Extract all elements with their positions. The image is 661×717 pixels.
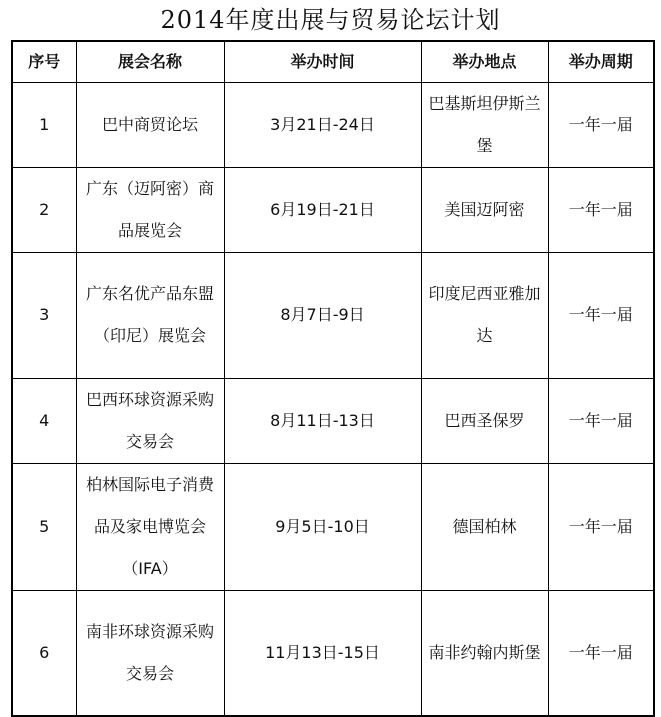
- cell-name: 巴西环球资源采购交易会: [76, 378, 224, 463]
- cell-no: 6: [12, 590, 76, 716]
- table-row: [12, 463, 654, 590]
- table-header-row: [12, 41, 654, 82]
- cell-time: 6月19日-21日: [224, 167, 421, 252]
- cell-time: 8月7日-9日: [224, 252, 421, 378]
- table-row: [12, 82, 654, 167]
- table-row: [12, 167, 654, 252]
- cell-name: 广东（迈阿密）商品展览会: [76, 167, 224, 252]
- table-row: [12, 252, 654, 378]
- header-place: 举办地点: [421, 41, 548, 82]
- header-time: 举办时间: [224, 41, 421, 82]
- cell-cycle: 一年一届: [548, 252, 654, 378]
- cell-cycle: 一年一届: [548, 590, 654, 716]
- cell-name: 柏林国际电子消费品及家电博览会（IFA）: [76, 463, 224, 590]
- cell-place: 南非约翰内斯堡: [421, 590, 548, 716]
- cell-no: 1: [12, 82, 76, 167]
- header-no: 序号: [12, 41, 76, 82]
- cell-no: 5: [12, 463, 76, 590]
- cell-place: 德国柏林: [421, 463, 548, 590]
- cell-no: 3: [12, 252, 76, 378]
- cell-place: 巴基斯坦伊斯兰堡: [421, 82, 548, 167]
- cell-place: 印度尼西亚雅加达: [421, 252, 548, 378]
- cell-time: 8月11日-13日: [224, 378, 421, 463]
- cell-time: 11月13日-15日: [224, 590, 421, 716]
- cell-place: 美国迈阿密: [421, 167, 548, 252]
- table-row: [12, 590, 654, 716]
- cell-cycle: 一年一届: [548, 463, 654, 590]
- cell-cycle: 一年一届: [548, 82, 654, 167]
- exhibition-plan-table: [11, 40, 655, 717]
- cell-no: 2: [12, 167, 76, 252]
- cell-place: 巴西圣保罗: [421, 378, 548, 463]
- cell-no: 4: [12, 378, 76, 463]
- table-row: [12, 378, 654, 463]
- cell-cycle: 一年一届: [548, 378, 654, 463]
- cell-name: 巴中商贸论坛: [76, 82, 224, 167]
- cell-name: 南非环球资源采购交易会: [76, 590, 224, 716]
- cell-time: 9月5日-10日: [224, 463, 421, 590]
- cell-cycle: 一年一届: [548, 167, 654, 252]
- header-name: 展会名称: [76, 41, 224, 82]
- cell-name: 广东名优产品东盟（印尼）展览会: [76, 252, 224, 378]
- cell-time: 3月21日-24日: [224, 82, 421, 167]
- header-cycle: 举办周期: [548, 41, 654, 82]
- page-title: 2014年度出展与贸易论坛计划: [160, 6, 501, 34]
